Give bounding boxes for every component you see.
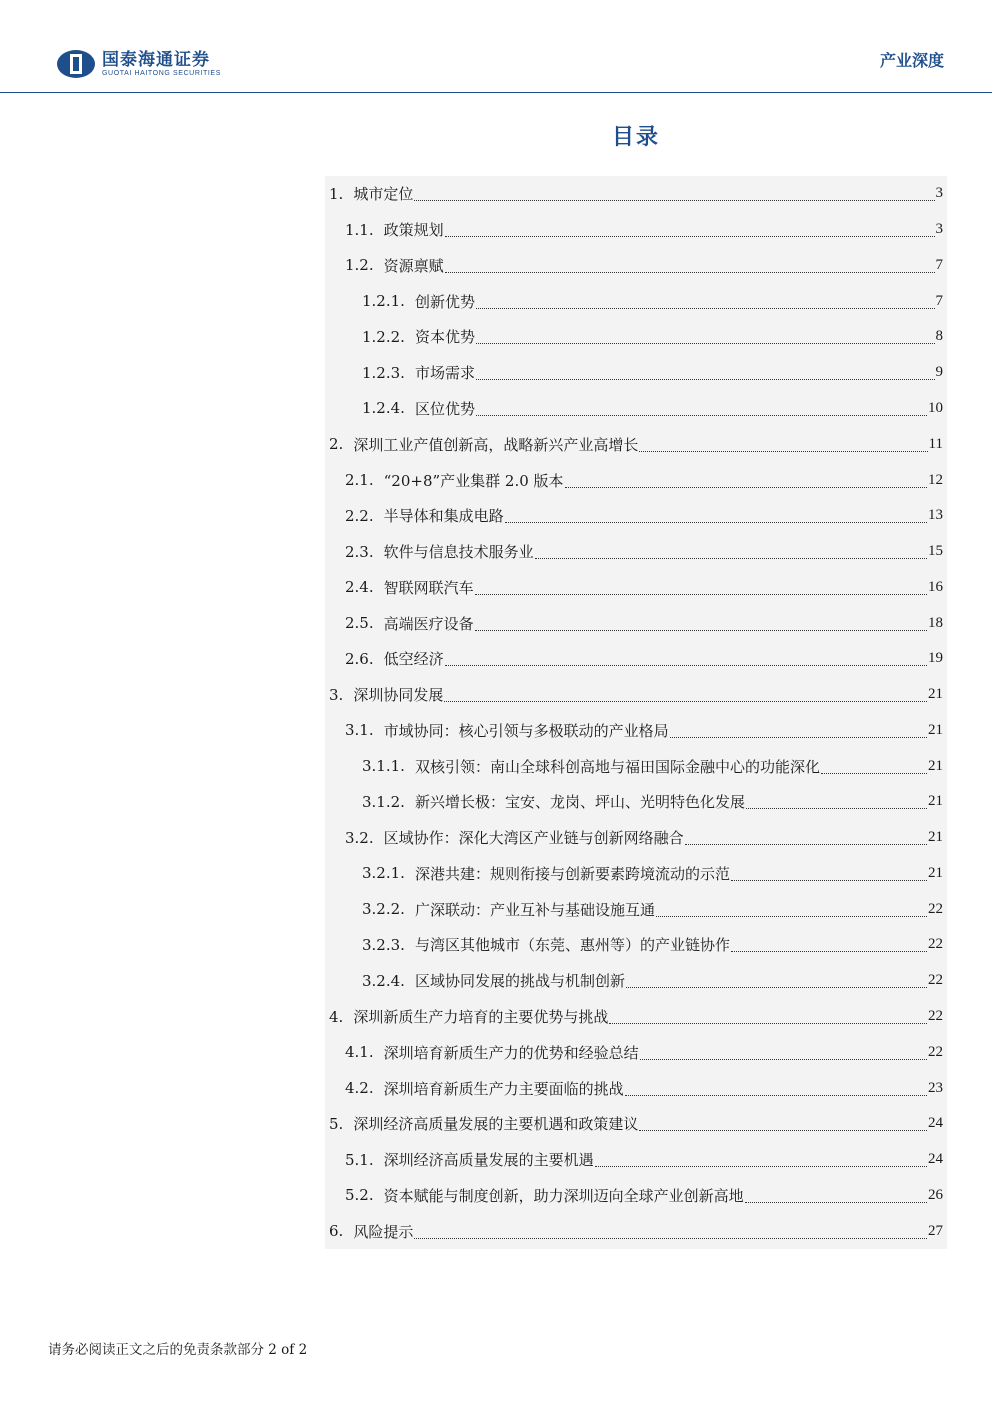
toc-entry-page: 16 (928, 578, 943, 595)
toc-entry[interactable] (325, 283, 947, 319)
toc-entry-page: 24 (928, 1151, 943, 1168)
toc-entry-page: 24 (928, 1115, 943, 1132)
toc-entry-page: 9 (935, 364, 943, 381)
toc-entry-page: 21 (928, 793, 943, 810)
toc-leader-dots (445, 222, 935, 237)
toc-entry-title: 深港共建：规则衔接与创新要素跨境流动的示范 (414, 864, 730, 883)
toc-entry-title: 深圳协同发展 (353, 686, 444, 705)
toc-leader-dots (609, 1009, 927, 1024)
toc-entry-page: 21 (928, 686, 943, 703)
toc-leader-dots (476, 294, 935, 309)
toc-entry-page: 10 (928, 399, 943, 416)
toc-entry-page: 13 (928, 507, 943, 524)
toc-entry-page: 21 (928, 721, 943, 738)
toc-entry-page: 18 (928, 614, 943, 631)
toc-entry[interactable] (325, 927, 947, 963)
brand-logo (56, 49, 221, 79)
toc-entry-title: 深圳新质生产力培育的主要优势与挑战 (353, 1008, 609, 1026)
toc-entry-number: 5.2. (345, 1186, 374, 1205)
toc-leader-dots (821, 759, 927, 774)
toc-entry-title: 智联网联汽车 (383, 578, 474, 597)
toc-leader-dots (639, 437, 927, 452)
toc-entry-title: 深圳经济高质量发展的主要机遇 (383, 1151, 594, 1170)
toc-entry[interactable] (325, 391, 947, 427)
toc-title: 目录 (611, 125, 660, 150)
toc-leader-dots (656, 902, 927, 917)
toc-leader-dots (445, 258, 935, 273)
toc-leader-dots (745, 1188, 927, 1203)
toc-leader-dots (731, 937, 927, 952)
toc-entry-page: 3 (935, 221, 943, 238)
toc-entry-title: 资本赋能与制度创新，助力深圳迈向全球产业创新高地 (383, 1186, 744, 1205)
toc-entry-page: 21 (928, 757, 943, 774)
toc-leader-dots (414, 1224, 927, 1239)
toc-entry[interactable] (325, 319, 947, 355)
toc-leader-dots (640, 1045, 927, 1060)
report-type-label: 产业深度 (879, 51, 944, 70)
toc-entry-title: 市场需求 (414, 364, 475, 383)
toc-entry-number: 5.1. (345, 1150, 374, 1169)
toc-leader-dots (731, 866, 927, 881)
toc-leader-dots (476, 401, 927, 416)
toc-entry[interactable] (325, 534, 947, 570)
toc-entry[interactable] (325, 784, 947, 820)
toc-entry[interactable] (325, 1106, 947, 1142)
toc-leader-dots (565, 473, 927, 488)
page-header (0, 0, 992, 93)
toc-entry-number: 3.2.3. (362, 935, 405, 954)
toc-entry-number: 2.3. (345, 542, 374, 561)
toc-entry-number: 1.1. (345, 220, 374, 239)
toc-leader-dots (475, 616, 927, 631)
toc-entry-number: 2.2. (345, 506, 374, 525)
toc-entry[interactable] (325, 1177, 947, 1213)
toc-entry-number: 2. (329, 435, 344, 454)
toc-leader-dots (746, 794, 927, 809)
logo-mark-icon (56, 49, 96, 79)
toc-entry-title: 区域协同发展的挑战与机制创新 (414, 972, 625, 991)
toc-entry[interactable] (325, 569, 947, 605)
toc-leader-dots (476, 365, 935, 380)
brand-name-cn: 国泰海通证券 (102, 49, 210, 70)
toc-entry-number: 1.2.4. (362, 399, 405, 418)
toc-entry[interactable] (325, 212, 947, 248)
toc-entry-page: 21 (928, 864, 943, 881)
toc-entry-title: 深圳工业产值创新高，战略新兴产业高增长 (353, 435, 639, 454)
toc-entry[interactable] (325, 713, 947, 749)
toc-entry-number: 1.2.1. (362, 292, 405, 311)
toc-entry-page: 12 (928, 471, 943, 488)
toc-entry[interactable] (325, 1070, 947, 1106)
toc-entry[interactable] (325, 498, 947, 534)
toc-entry[interactable] (325, 355, 947, 391)
toc-entry-page: 27 (928, 1222, 943, 1239)
toc-entry-page: 22 (928, 1043, 943, 1060)
toc-entry[interactable] (325, 677, 947, 713)
toc-entry[interactable] (325, 641, 947, 677)
toc-entry-title: 双核引领：南山全球科创高地与福田国际金融中心的功能深化 (414, 757, 820, 776)
toc-entry-page: 21 (928, 829, 943, 846)
brand-name-en: GUOTAI HAITONG SECURITIES (102, 69, 221, 77)
toc-leader-dots (475, 580, 927, 595)
toc-entry-number: 3.2.4. (362, 971, 405, 990)
toc-entry-page: 7 (935, 256, 943, 273)
toc-entry-number: 3. (329, 685, 344, 704)
toc-entry[interactable] (325, 963, 947, 999)
toc-entry-title: 政策规划 (383, 221, 444, 240)
toc-entry[interactable] (325, 856, 947, 892)
toc-entry[interactable] (325, 748, 947, 784)
toc-leader-dots (414, 186, 934, 201)
toc-entry-title: 城市定位 (353, 185, 414, 204)
toc-entry-number: 3.2.1. (362, 864, 405, 883)
toc-entry-title: 软件与信息技术服务业 (383, 543, 534, 562)
toc-entry-number: 3.1. (345, 721, 374, 740)
toc-leader-dots (444, 687, 927, 702)
toc-entry-number: 3.1.2. (362, 792, 405, 811)
toc-entry[interactable] (325, 891, 947, 927)
toc-entry-title: 区位优势 (414, 399, 475, 418)
toc-entry-page: 22 (928, 972, 943, 989)
toc-entry-page: 3 (935, 185, 943, 202)
toc-leader-dots (505, 508, 927, 523)
toc-entry-number: 2.6. (345, 649, 374, 668)
toc-entry-number: 2.4. (345, 578, 374, 597)
toc-entry-title: “20+8”产业集群 2.0 版本 (383, 471, 564, 490)
toc-entry-title: 资本优势 (414, 328, 475, 347)
footer-disclaimer: 请务必阅读正文之后的免责条款部分 2 of 2 (48, 1342, 308, 1358)
toc-entry-number: 2.5. (345, 614, 374, 633)
toc-entry-number: 5. (329, 1114, 344, 1133)
toc-entry-page: 7 (935, 292, 943, 309)
table-of-contents (325, 176, 947, 1249)
toc-leader-dots (595, 1152, 927, 1167)
toc-leader-dots (476, 329, 935, 344)
toc-entry-title: 广深联动：产业互补与基础设施互通 (414, 900, 655, 919)
toc-entry-number: 1.2.3. (362, 363, 405, 382)
toc-entry-page: 22 (928, 900, 943, 917)
toc-leader-dots (625, 1081, 927, 1096)
toc-entry-number: 3.2.2. (362, 900, 405, 919)
toc-entry-page: 15 (928, 543, 943, 560)
toc-entry-number: 3.2. (345, 828, 374, 847)
toc-entry-number: 4. (329, 1007, 344, 1026)
toc-entry-title: 区域协作：深化大湾区产业链与创新网络融合 (383, 829, 684, 848)
toc-entry-number: 2.1. (345, 471, 374, 489)
toc-entry-page: 22 (928, 936, 943, 953)
toc-entry-page: 19 (928, 650, 943, 667)
toc-entry[interactable] (325, 1213, 947, 1249)
toc-entry[interactable] (325, 605, 947, 641)
toc-entry-page: 26 (928, 1186, 943, 1203)
toc-leader-dots (685, 830, 927, 845)
toc-entry-title: 风险提示 (353, 1222, 414, 1241)
toc-entry-title: 深圳经济高质量发展的主要机遇和政策建议 (353, 1115, 639, 1134)
toc-entry[interactable] (325, 426, 947, 462)
toc-entry-title: 市域协同：核心引领与多极联动的产业格局 (383, 721, 669, 740)
toc-leader-dots (670, 723, 927, 738)
toc-entry-page: 23 (928, 1079, 943, 1096)
toc-entry-number: 6. (329, 1222, 344, 1241)
toc-entry-title: 与湾区其他城市（东莞、惠州等）的产业链协作 (414, 936, 730, 955)
toc-entry-title: 深圳培育新质生产力主要面临的挑战 (383, 1079, 624, 1098)
toc-leader-dots (535, 544, 927, 559)
toc-entry-number: 1. (329, 184, 344, 203)
toc-entry-number: 4.1. (345, 1043, 374, 1062)
toc-entry-title: 创新优势 (414, 292, 475, 311)
toc-entry-title: 半导体和集成电路 (383, 507, 504, 526)
toc-entry[interactable] (325, 820, 947, 856)
toc-entry-number: 4.2. (345, 1079, 374, 1098)
toc-entry[interactable] (325, 1034, 947, 1070)
toc-entry-number: 3.1.1. (362, 757, 405, 776)
toc-entry-page: 22 (928, 1008, 943, 1024)
toc-entry-page: 11 (928, 435, 943, 452)
toc-entry-number: 1.2. (345, 256, 374, 275)
toc-entry-number: 1.2.2. (362, 327, 405, 346)
toc-entry[interactable] (325, 176, 947, 212)
toc-leader-dots (626, 973, 927, 988)
toc-entry-page: 8 (935, 328, 943, 345)
toc-leader-dots (639, 1116, 927, 1131)
toc-entry[interactable] (325, 999, 947, 1035)
toc-entry-title: 新兴增长极：宝安、龙岗、坪山、光明特色化发展 (414, 793, 745, 812)
toc-entry-title: 高端医疗设备 (383, 614, 474, 633)
toc-entry[interactable] (325, 1142, 947, 1178)
toc-entry[interactable] (325, 462, 947, 498)
toc-entry-title: 深圳培育新质生产力的优势和经验总结 (383, 1043, 639, 1062)
toc-entry-title: 资源禀赋 (383, 256, 444, 275)
toc-entry-title: 低空经济 (383, 650, 444, 669)
toc-entry[interactable] (325, 248, 947, 284)
toc-leader-dots (445, 651, 927, 666)
